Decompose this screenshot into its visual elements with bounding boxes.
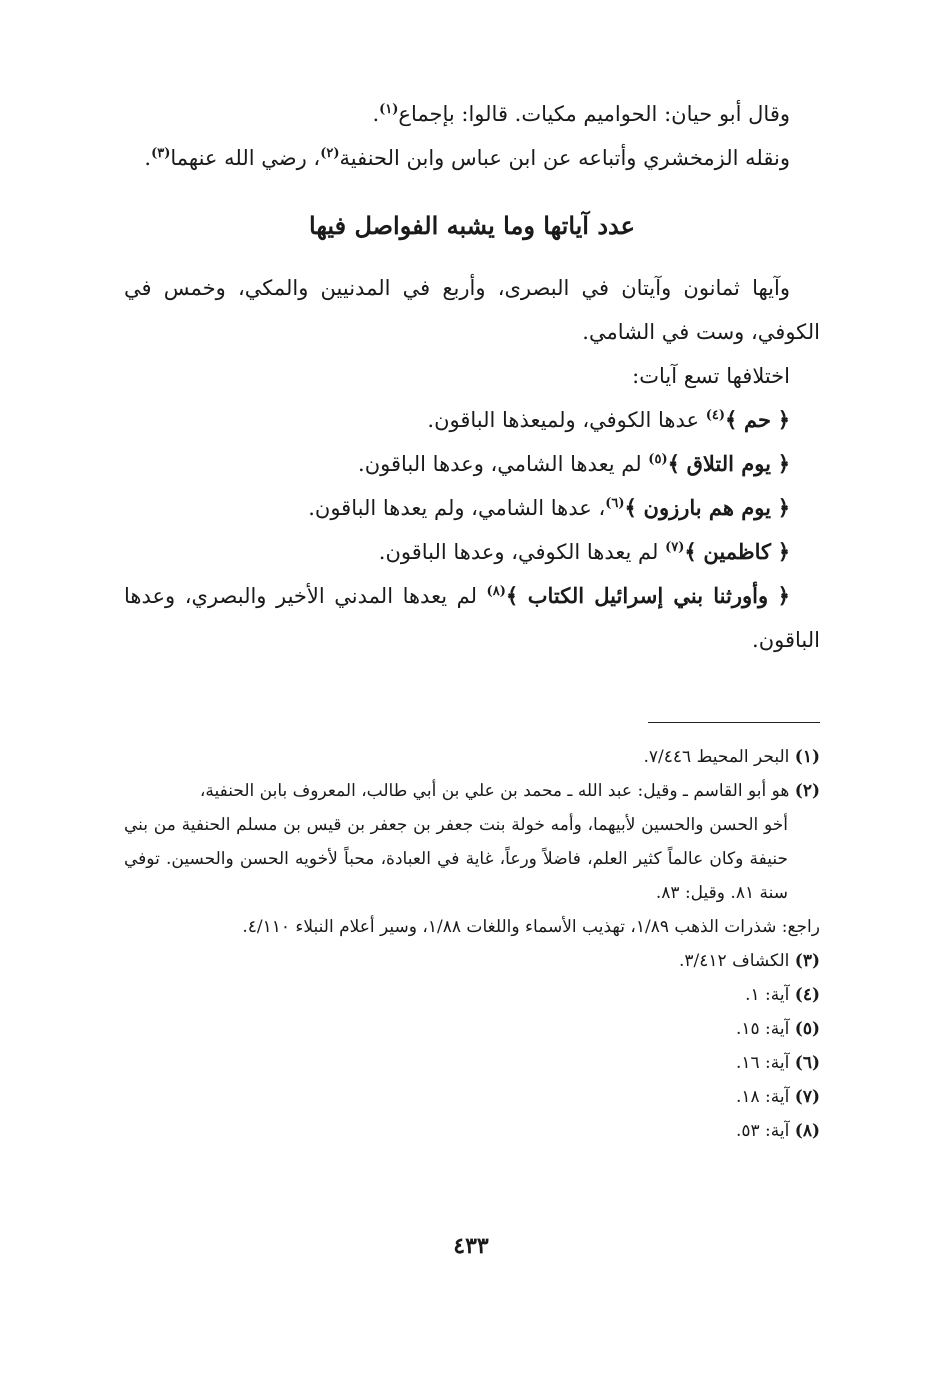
footnote-8 [124, 1114, 820, 1148]
verse-line-3 [124, 486, 820, 530]
verse-note: ، عدها الشامي، ولم يعدها الباقون. [308, 496, 606, 520]
paragraph-1 [124, 92, 820, 136]
text-span: ، رضي الله عنهما [170, 146, 321, 170]
close-bracket: ﴾ [624, 495, 637, 520]
footnote-text: الكشاف ٣/٤١٢. [679, 951, 790, 971]
verse-note: عدها الكوفي، ولميعذها الباقون. [427, 408, 700, 432]
footnote-number: (٣) [794, 951, 820, 971]
footnote-text: آية: ١٥. [735, 1019, 790, 1039]
paragraph-3: وآيها ثمانون وآيتان في البصرى، وأربع في المدنيين والمكي، وخمس في الكوفي، وست في الشامي. [124, 276, 820, 344]
footnote-text: هو أبو القاسم ـ وقيل: عبد الله ـ محمد بن علي بن أبي طالب، المعروف بابن الحنفية، [199, 781, 790, 801]
open-bracket: ﴿ [777, 451, 790, 476]
footnote-text: آية: ١٦. [735, 1053, 790, 1073]
verse-line-1 [124, 398, 820, 442]
verse-note: لم يعدها المدني الأخير والبصري، وعدها الباقون. [124, 584, 820, 652]
footnote-text: آية: ١٨. [735, 1087, 790, 1107]
footnote-text: آية: ٥٣. [735, 1121, 790, 1141]
footnote-number: (١) [794, 747, 820, 767]
verse-text: كاظمين [703, 539, 771, 564]
verse-note: لم يعدها الشامي، وعدها الباقون. [358, 452, 642, 476]
close-bracket: ﴾ [684, 539, 697, 564]
verse-text: يوم التلاق [686, 451, 771, 476]
verse-text: يوم هم بارزون [643, 495, 771, 520]
page-number: ٤٣٣ [453, 1233, 489, 1259]
text-span: . [144, 146, 152, 170]
footnote-6 [124, 1046, 820, 1080]
footnote-ref-3: (٣) [151, 146, 171, 161]
close-bracket: ﴾ [725, 407, 738, 432]
footnote-ref-2: (٢) [320, 146, 340, 161]
footnote-text: البحر المحيط ٧/٤٤٦. [643, 747, 790, 767]
verse-line-2 [124, 442, 820, 486]
footnote-ref-8: (٨) [486, 584, 506, 599]
text-span: وقال أبو حيان: الحواميم مكيات. قالوا: بإجماع [398, 102, 790, 126]
main-text [124, 92, 820, 662]
footnote-ref-5: (٥) [648, 452, 668, 467]
footnote-number: (٧) [794, 1087, 820, 1107]
footnote-1 [124, 740, 820, 774]
footnote-ref-4: (٤) [705, 408, 726, 423]
footnote-2-continued: أخو الحسن والحسين لأبيهما، وأمه خولة بنت جعفر بن جعفر بن قيس بن مسلم الحنفية من بني حنيفة وكان عالماً كثير العلم، فاضلاً ورعاً، غاية في العبادة، محباً لأخويه الحسن والحسين. توفي سنة ٨١. وقيل: ٨٣. [124, 815, 788, 903]
paragraph-4: اختلافها تسع آيات: [632, 364, 790, 388]
footnote-ref-6: (٦) [605, 496, 625, 511]
footnotes [124, 740, 820, 1148]
footnote-number: (٤) [794, 985, 820, 1005]
verse-text: حم [744, 407, 771, 432]
footnote-3 [124, 944, 820, 978]
paragraph-2 [124, 136, 820, 180]
footnote-text: آية: ١. [745, 985, 790, 1005]
footnote-number: (٦) [794, 1053, 820, 1073]
open-bracket: ﴿ [777, 407, 790, 432]
open-bracket: ﴿ [777, 539, 790, 564]
close-bracket: ﴾ [667, 451, 680, 476]
text-span: . [372, 102, 380, 126]
close-bracket: ﴾ [505, 583, 519, 608]
verse-text: وأورثنا بني إسرائيل الكتاب [527, 583, 769, 608]
footnote-5 [124, 1012, 820, 1046]
footnote-divider [648, 722, 820, 723]
text-span: ونقله الزمخشري وأتباعه عن ابن عباس وابن الحنفية [339, 146, 790, 170]
footnote-number: (٨) [794, 1121, 820, 1141]
open-bracket: ﴿ [777, 583, 790, 608]
verse-line-4 [124, 530, 820, 574]
footnote-ref-7: (٧) [665, 540, 685, 555]
footnote-2-sources: راجع: شذرات الذهب ١/٨٩، تهذيب الأسماء واللغات ١/٨٨، وسير أعلام النبلاء ٤/١١٠. [242, 917, 820, 937]
footnote-number: (٥) [794, 1019, 820, 1039]
verse-line-5 [124, 574, 820, 662]
section-heading: عدد آياتها وما يشبه الفواصل فيها [309, 211, 635, 240]
footnote-2 [124, 774, 820, 808]
footnote-number: (٢) [794, 781, 820, 801]
footnote-7 [124, 1080, 820, 1114]
open-bracket: ﴿ [777, 495, 790, 520]
footnote-4 [124, 978, 820, 1012]
footnote-ref-1: (١) [379, 102, 399, 117]
verse-note: لم يعدها الكوفي، وعدها الباقون. [378, 540, 659, 564]
